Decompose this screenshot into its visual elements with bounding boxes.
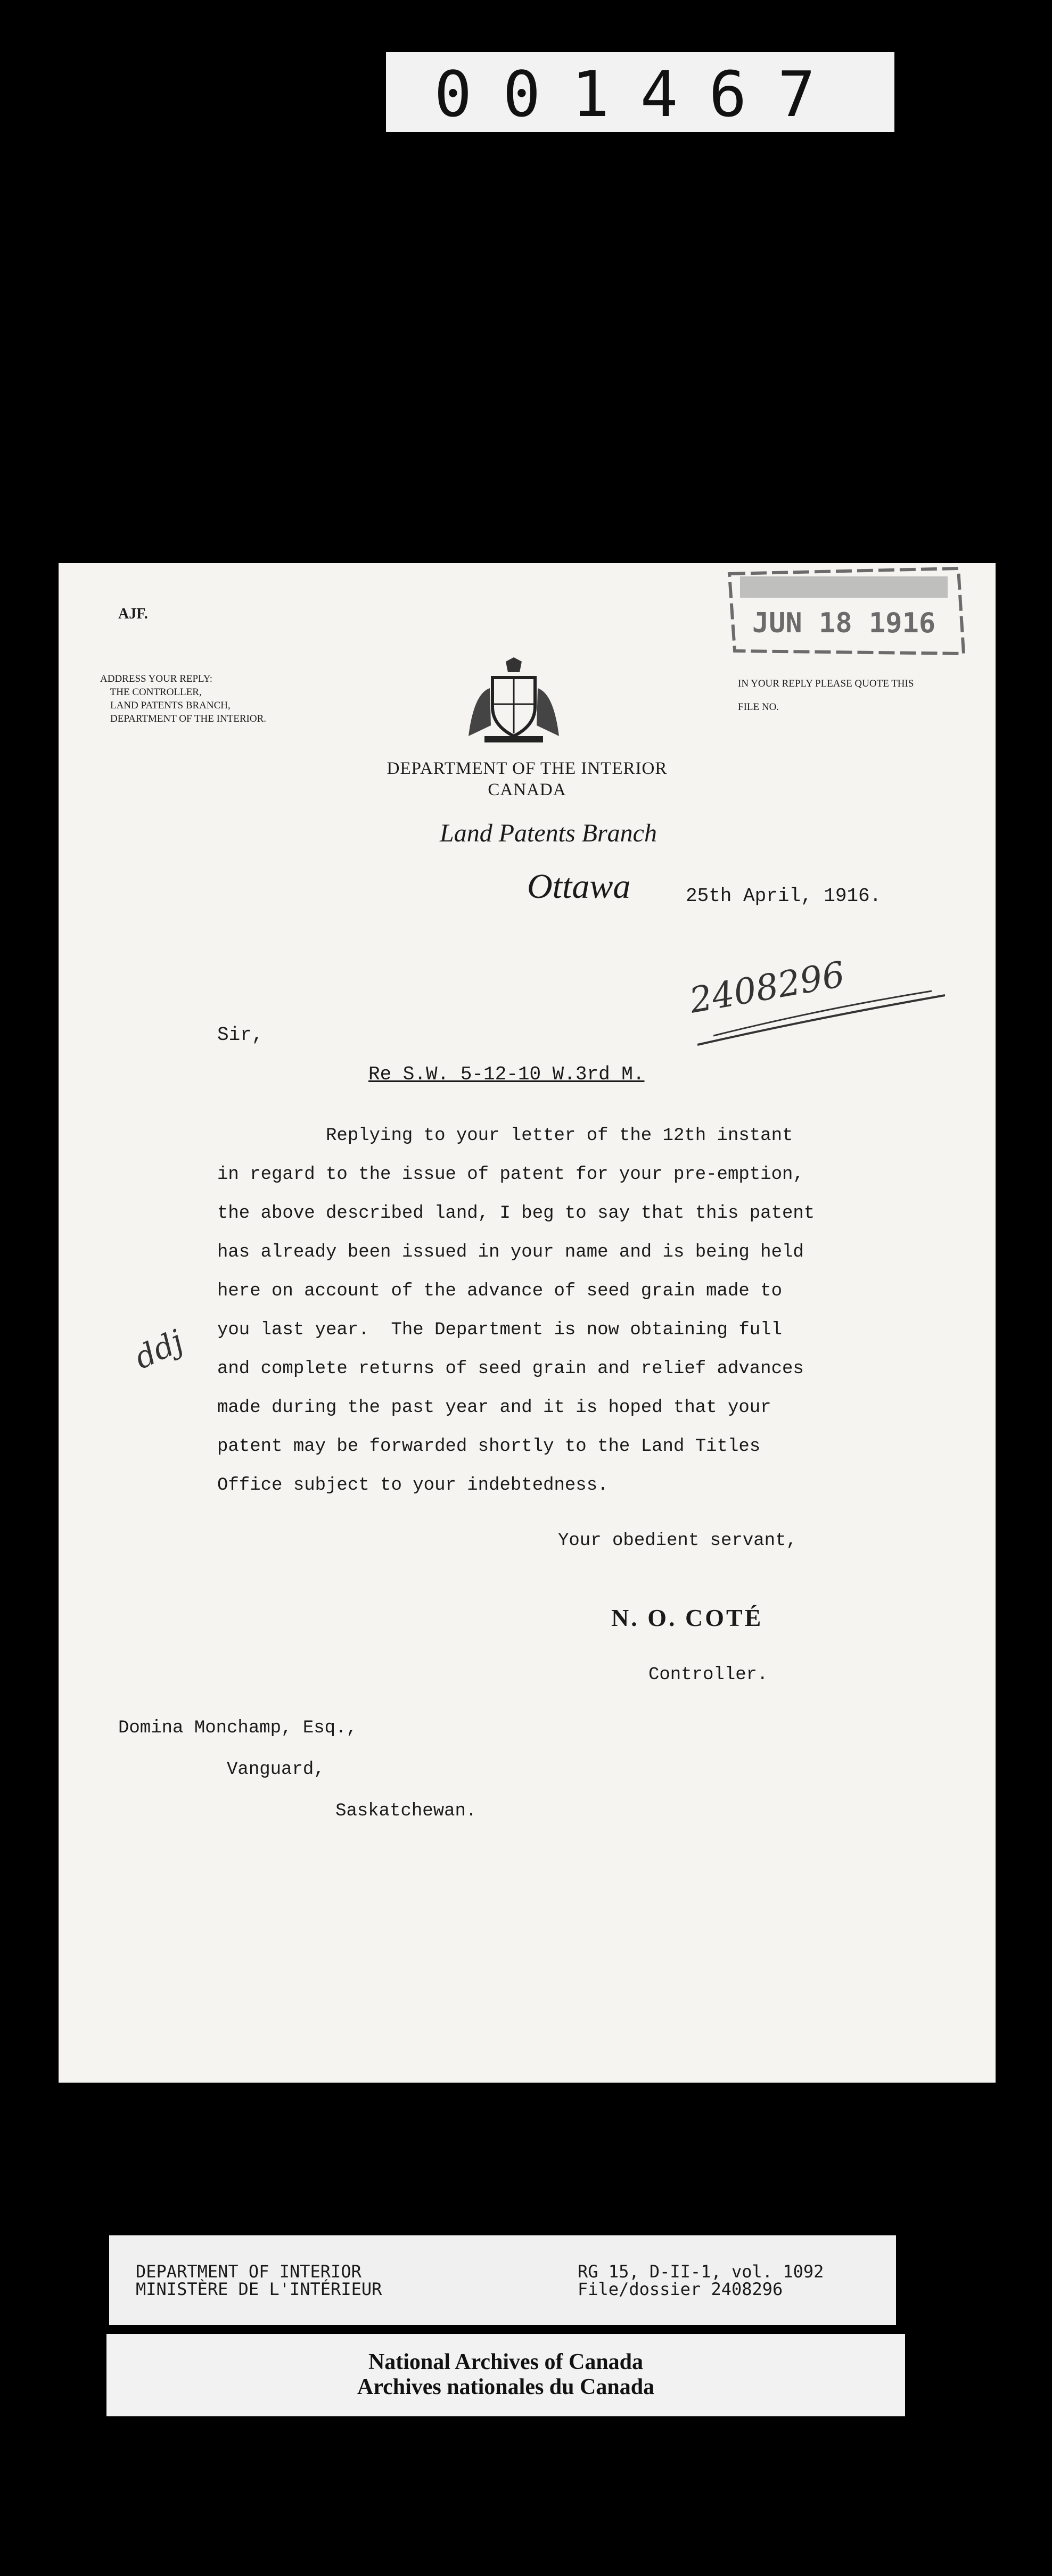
royal-coat-of-arms-icon bbox=[463, 656, 564, 744]
handwritten-file-number-text: 2408296 bbox=[686, 953, 848, 1021]
archive-name-english: National Archives of Canada bbox=[368, 2350, 644, 2374]
country-name: CANADA bbox=[488, 780, 566, 799]
archive-credit-label bbox=[106, 2334, 905, 2416]
reply-address-block: ADDRESS YOUR REPLY: THE CONTROLLER, LAND PATENTS BRANCH, DEPARTMENT OF THE INTERIOR. bbox=[100, 673, 267, 724]
reference-department: DEPARTMENT OF INTERIOR MINISTÈRE DE L'INTÉRIEUR bbox=[136, 2261, 382, 2299]
salutation: Sir, bbox=[217, 1024, 264, 1046]
letter-date: 25th April, 1916. bbox=[686, 885, 882, 907]
quote-file-instruction: IN YOUR REPLY PLEASE QUOTE THIS FILE NO. bbox=[738, 678, 914, 713]
reference-file: RG 15, D-II-1, vol. 1092 File/dossier 2408296 bbox=[578, 2261, 824, 2299]
stamp-date: JUN 18 1916 bbox=[752, 607, 936, 639]
frame-number: 001467 bbox=[434, 57, 846, 131]
received-date-stamp bbox=[719, 563, 969, 656]
department-name: DEPARTMENT OF THE INTERIOR bbox=[387, 759, 668, 778]
place-name: Ottawa bbox=[527, 867, 631, 906]
archive-name-french: Archives nationales du Canada bbox=[357, 2375, 655, 2399]
frame-number-label bbox=[386, 52, 894, 132]
re-line: Re S.W. 5-12-10 W.3rd M. bbox=[368, 1063, 645, 1085]
handwritten-file-number bbox=[681, 953, 948, 1053]
archival-reference-label bbox=[109, 2235, 896, 2325]
letter-page bbox=[59, 563, 996, 2083]
signature-stamp: N. O. COTÉ bbox=[611, 1604, 763, 1631]
handwritten-margin-initials bbox=[129, 1308, 213, 1399]
branch-name: Land Patents Branch bbox=[440, 819, 657, 847]
handwritten-margin-initials-text: ddj bbox=[129, 1323, 189, 1376]
letter-body: Replying to your letter of the 12th instant in regard to the issue of patent for your pre-emption, the above described land, I beg to say that this patent has already been issued in your name and is being held here on account of the advance of seed grain made to you last year. The Department is now obtaining full and complete returns of seed grain and relief advances made during the past year and it is hoped that your patent may be forwarded shortly to the Land Titles Office subject to your indebtedness. bbox=[217, 1126, 815, 1496]
clerk-initials: AJF. bbox=[118, 606, 148, 622]
addressee-block: Domina Monchamp, Esq., Vanguard, Saskatchewan. bbox=[118, 1718, 477, 1821]
closing: Your obedient servant, bbox=[558, 1531, 797, 1551]
signatory-title: Controller. bbox=[648, 1665, 768, 1685]
